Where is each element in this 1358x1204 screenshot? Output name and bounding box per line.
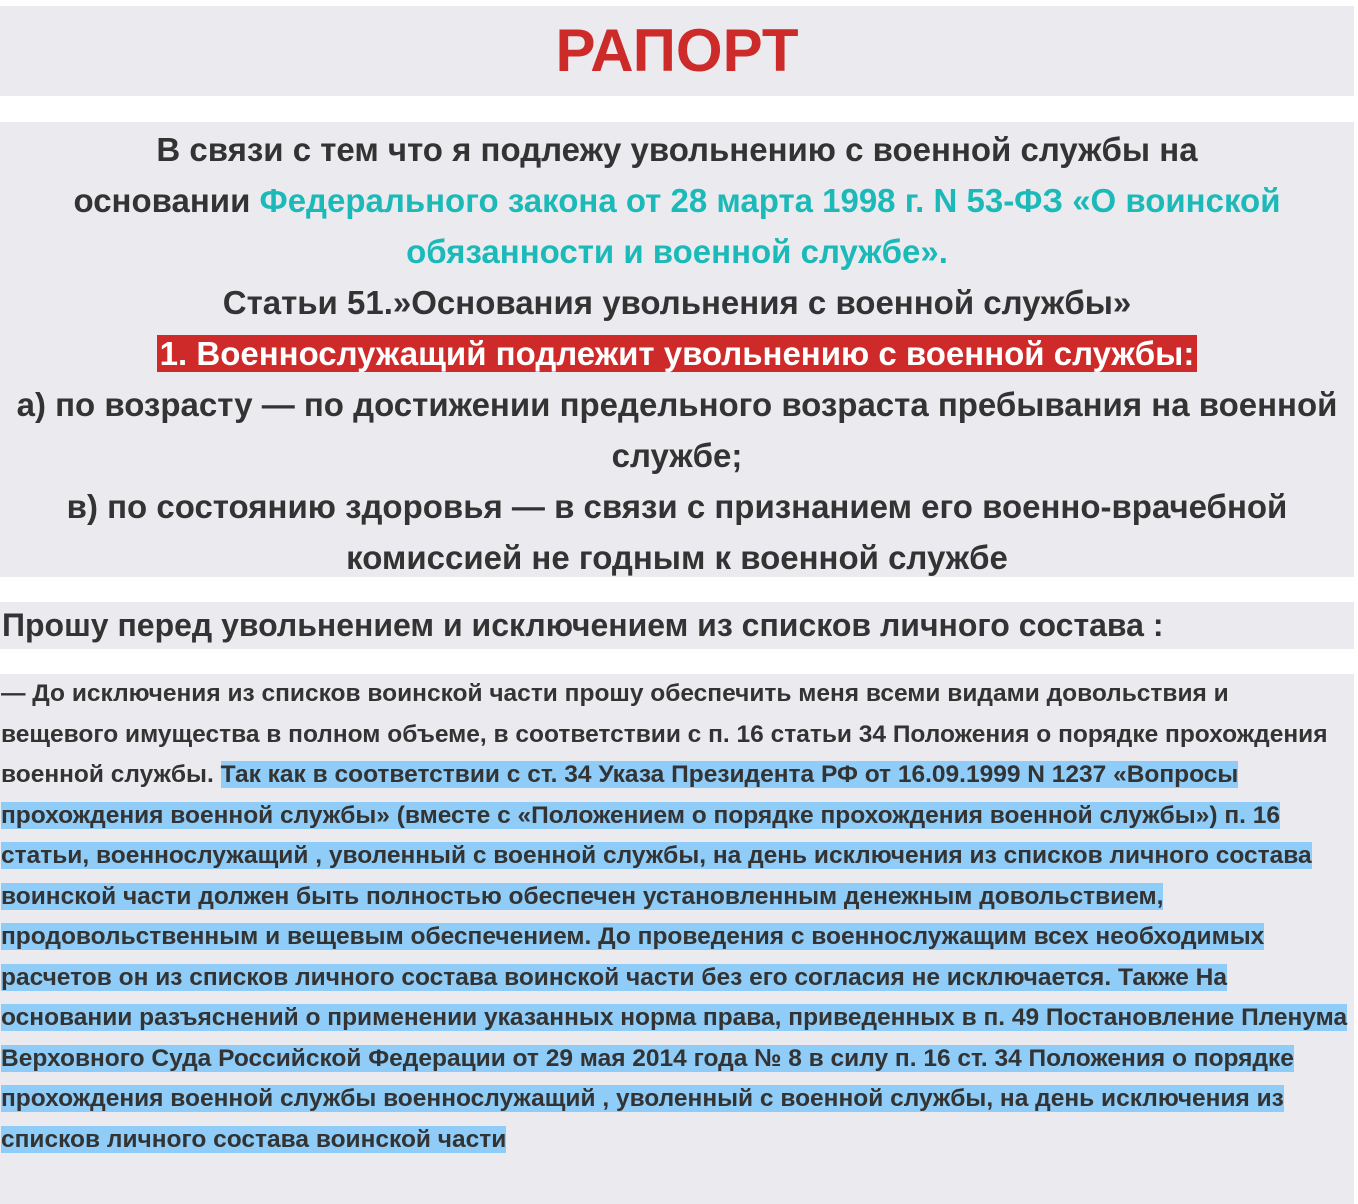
federal-law-link[interactable]: Федерального закона от 28 марта 1998 г. N 53-ФЗ «О воинской обязанности и военной службе». (259, 182, 1281, 270)
legal-line-1: В связи с тем что я подлежу увольнению с военной службы на (156, 131, 1198, 168)
legal-paragraph-1 (0, 124, 1354, 277)
point-1-highlight: 1. Военнослужащий подлежит увольнению с военной службы: (157, 335, 1198, 372)
document-title: РАПОРТ (555, 17, 799, 84)
request-heading: Прошу перед увольнением и исключением из списков личного состава : (2, 607, 1164, 643)
point-1-line (0, 328, 1354, 379)
legal-basis-block (0, 122, 1354, 577)
body-intro-text: — До исключения из списков воинской части прошу обеспечить меня всеми видами довольствия и вещевого имущества в полном объеме, в соответствии с п. 16 статьи 34 Положения о порядке прохождения военной службы. (1, 680, 1328, 788)
sub-point-a: а) по возрасту — по достижении предельного возраста пребывания на военной службе; (16, 386, 1338, 474)
request-heading-block (0, 602, 1354, 649)
title-block (0, 6, 1354, 96)
body-block (0, 674, 1354, 1204)
body-paragraph (0, 674, 1354, 1160)
selected-text[interactable]: Так как в соответствии с ст. 34 Указа Президента РФ от 16.09.1999 N 1237 «Вопросы прохождения военной службы» (вместе с «Положением о порядке прохождения военной службы») п. 16 статьи, военнослужащий , уволенный с военной службы, на день исключения из списков личного состава воинской части должен быть полностью обеспечен установленным денежным довольствием, продовольственным и вещевым обеспечением. До проведения с военнослужащим всех необходимых расчетов он из списков личного состава воинской части без его согласия не исключается. Также На основании разъяснений о применении указанных норма права, приведенных в п. 49 Постановление Пленума Верховного Суда Российской Федерации от 29 мая 2014 года № 8 в силу п. 16 ст. 34 Положения о порядке прохождения военной службы военнослужащий , уволенный с военной службы, на день исключения из списков личного состава воинской части (1, 761, 1348, 1153)
legal-line-2-prefix: основании (73, 182, 260, 219)
sub-point-v: в) по состоянию здоровья — в связи с признанием его военно-врачебной комиссией не годным к военной службе (66, 488, 1288, 576)
article-heading: Статьи 51.»Основания увольнения с военной службы» (222, 284, 1132, 321)
